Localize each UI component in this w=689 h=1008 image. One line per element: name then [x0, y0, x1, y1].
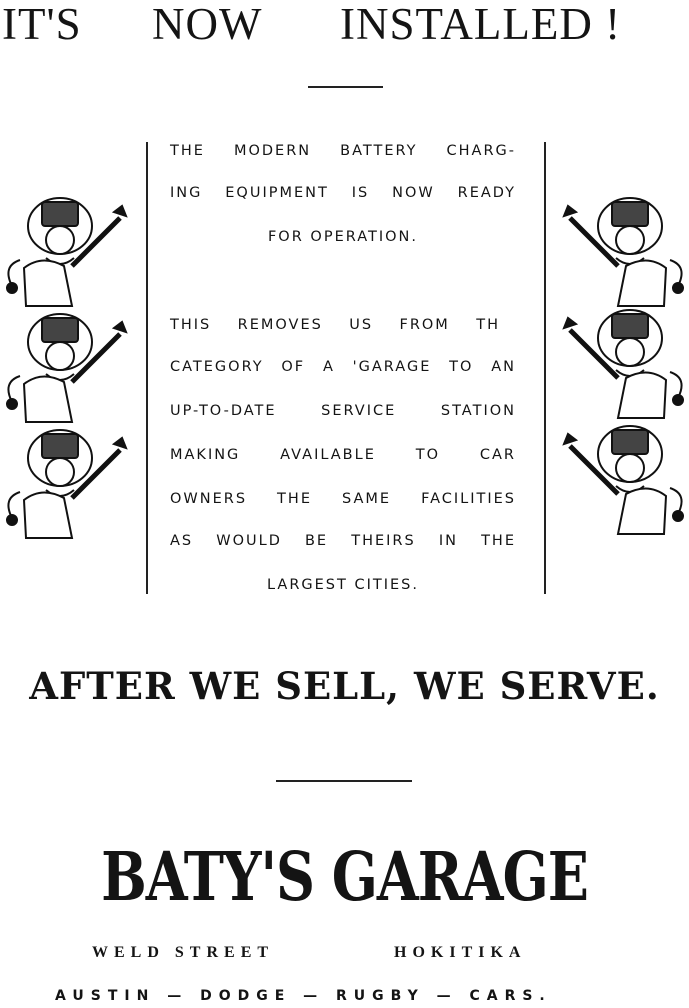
street: WELD STREET [92, 944, 275, 961]
box-line: ING EQUIPMENT IS NOW READY [170, 185, 516, 201]
car-makes: AUSTIN — DODGE — RUGBY — CARS. [55, 988, 552, 1004]
pointing-man-illustration [560, 308, 688, 420]
pointing-man-illustration [2, 428, 130, 540]
headline-part1: IT'S [2, 0, 82, 49]
box-line: UP-TO-DATE SERVICE STATION [170, 403, 516, 419]
slogan: AFTER WE SELL, WE SERVE. [29, 664, 660, 708]
pointing-man-illustration [560, 196, 688, 308]
box-line: THIS REMOVES US FROM TH [170, 317, 500, 333]
pointing-man-illustration [560, 424, 688, 536]
divider-middle [276, 780, 412, 782]
box-line: LARGEST CITIES. [267, 577, 419, 593]
box-line: FOR OPERATION. [267, 229, 419, 245]
headline-part2: NOW [152, 0, 263, 49]
box-line: AS WOULD BE THEIRS IN THE [170, 533, 516, 549]
divider-top [308, 86, 383, 88]
town: HOKITIKA [394, 944, 527, 961]
headline-part3: INSTALLED ! [340, 0, 622, 49]
box-left-border [146, 142, 148, 594]
headline [0, 0, 689, 50]
box-line: THE MODERN BATTERY CHARG- [170, 143, 516, 159]
pointing-man-illustration [2, 312, 130, 424]
business-name: BATY'S GARAGE [101, 836, 588, 916]
box-line: CATEGORY OF A 'GARAGE TO AN [170, 359, 516, 375]
pointing-man-illustration [2, 196, 130, 308]
box-right-border [544, 142, 546, 594]
box-line: OWNERS THE SAME FACILITIES [170, 491, 516, 507]
box-line: MAKING AVAILABLE TO CAR [170, 447, 516, 463]
